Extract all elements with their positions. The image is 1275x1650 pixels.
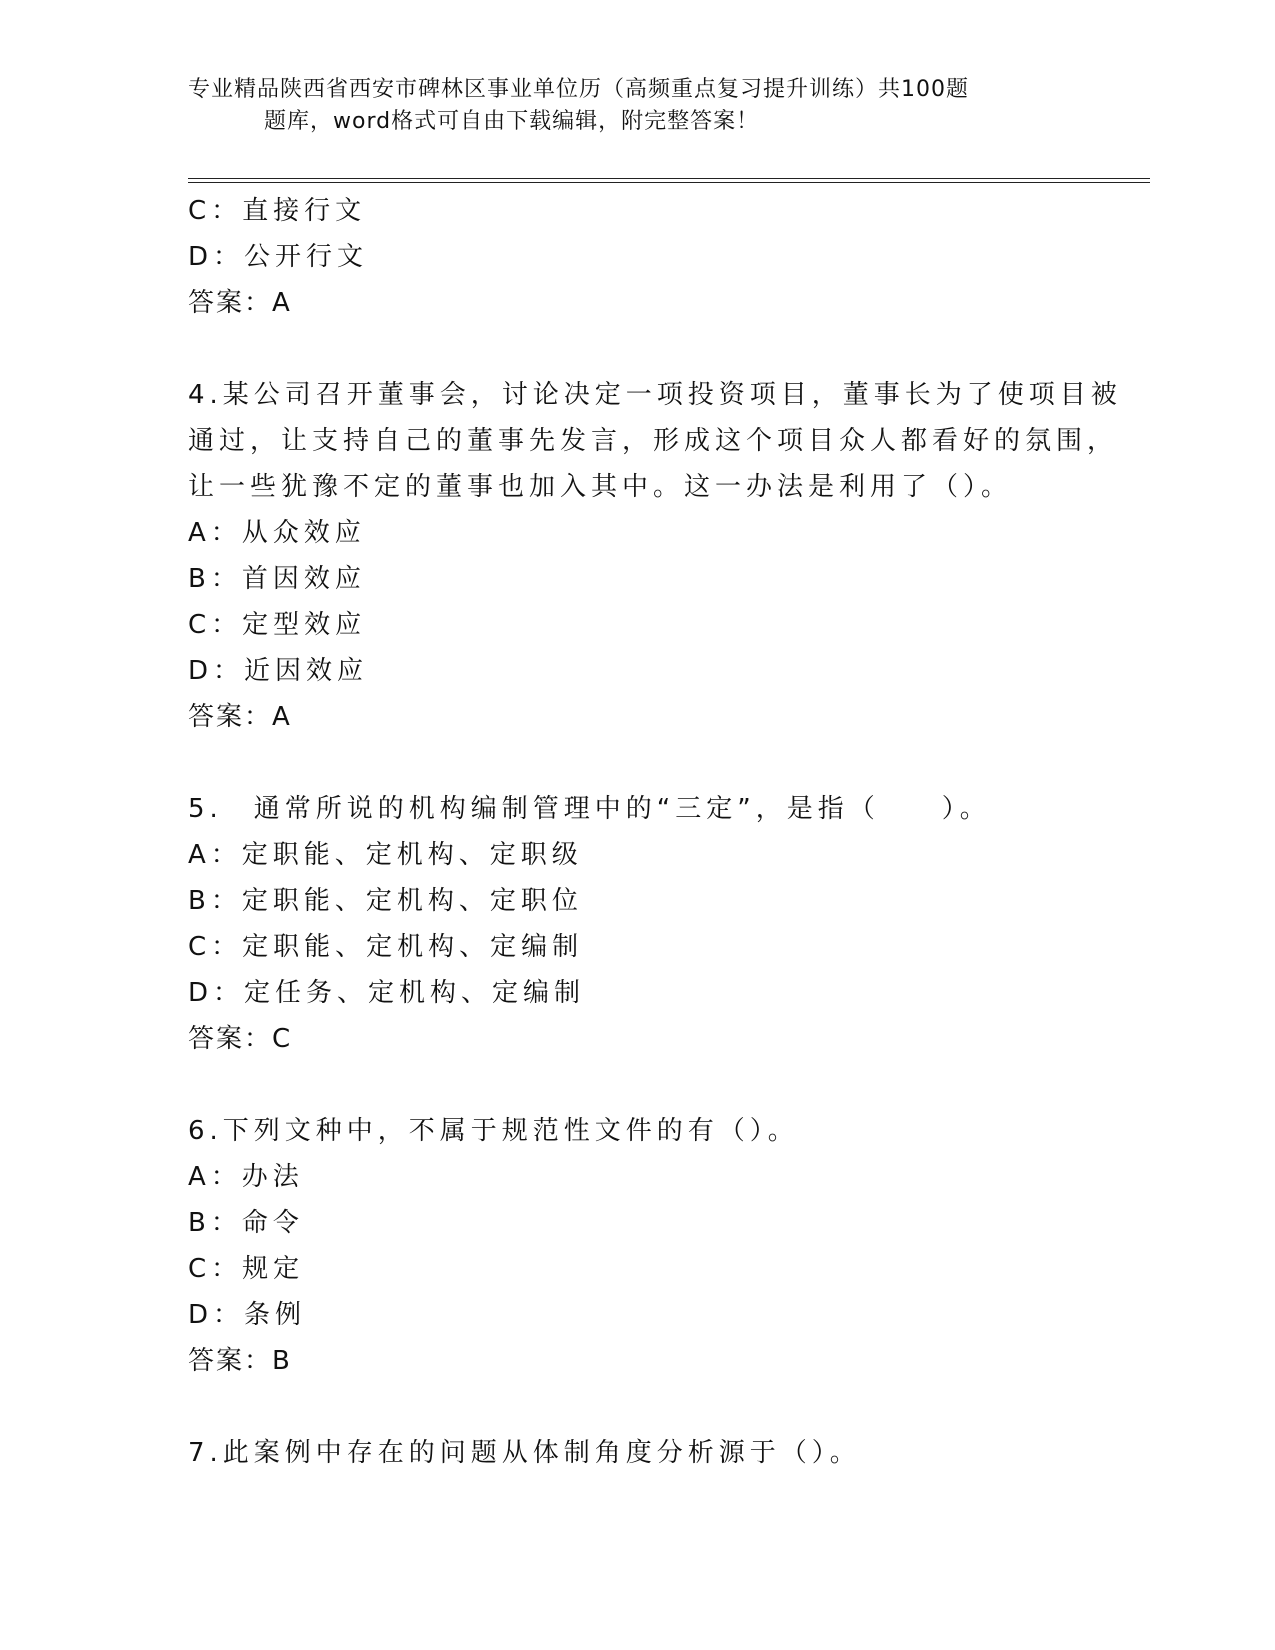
question-text: 6.下列文种中，不属于规范性文件的有（）。 <box>188 1116 799 1146</box>
option-line: D：近因效应 <box>188 656 369 686</box>
question-text: 5. 通常所说的机构编制管理中的“三定”，是指（ ）。 <box>188 794 991 824</box>
header-title-line1: 专业精品陕西省西安市碑林区事业单位历（高频重点复习提升训练）共100题 <box>188 77 969 102</box>
question-block <box>188 1430 1088 1476</box>
option-line: A：办法 <box>188 1162 304 1192</box>
option-line: B：命令 <box>188 1208 304 1238</box>
header-title-line2: 题库，word格式可自由下载编辑，附完整答案！ <box>264 109 760 134</box>
option-line: D：条例 <box>188 1300 307 1330</box>
answer-line: 答案：C <box>188 1024 293 1054</box>
answer-line: 答案：B <box>188 1346 292 1376</box>
answer-line: 答案：A <box>188 702 292 732</box>
option-line: C：规定 <box>188 1254 305 1284</box>
question-block <box>188 188 1088 326</box>
question-text: 7.此案例中存在的问题从体制角度分析源于（）。 <box>188 1438 861 1468</box>
option-line: C：直接行文 <box>188 196 367 226</box>
option-line: C：定职能、定机构、定编制 <box>188 932 584 962</box>
option-line: A：定职能、定机构、定职级 <box>188 840 583 870</box>
option-line: B：首因效应 <box>188 564 366 594</box>
question-text: 通过，让支持自己的董事先发言，形成这个项目众人都看好的氛围， <box>188 426 1119 456</box>
header-rule-top <box>188 178 1150 179</box>
question-block <box>188 786 1088 1062</box>
option-line: B：定职能、定机构、定职位 <box>188 886 583 916</box>
answer-line: 答案：A <box>188 288 292 318</box>
question-text: 让一些犹豫不定的董事也加入其中。这一办法是利用了（）。 <box>188 472 1013 502</box>
question-block <box>188 372 1122 740</box>
option-line: D：公开行文 <box>188 242 369 272</box>
option-line: C：定型效应 <box>188 610 367 640</box>
header-rule-bottom <box>188 182 1150 183</box>
option-line: D：定任务、定机构、定编制 <box>188 978 586 1008</box>
option-line: A：从众效应 <box>188 518 366 548</box>
document-header <box>188 74 1088 138</box>
document-body <box>188 188 1122 1476</box>
question-block <box>188 1108 1088 1384</box>
question-text: 4.某公司召开董事会，讨论决定一项投资项目，董事长为了使项目被 <box>188 380 1122 410</box>
